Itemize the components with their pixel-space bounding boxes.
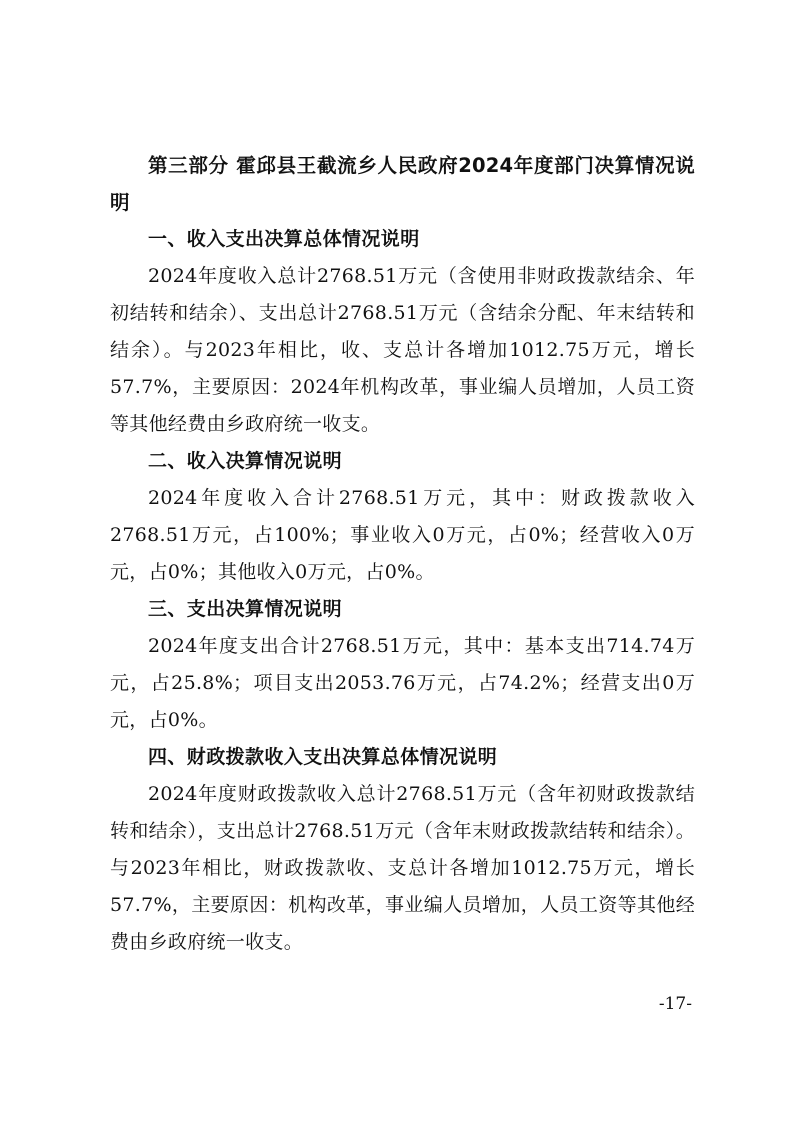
section-paragraph-2: 2024年度收入合计2768.51万元，其中：财政拨款收入2768.51万元，占100%；事业收入0万元，占0%；经营收入0万元，占0%；其他收入0万元，占0%。 [110,487,695,583]
document-title: 第三部分 霍邱县王截流乡人民政府2024年度部门决算情况说明 [110,154,695,214]
section-paragraph-1: 2024年度收入总计2768.51万元（含使用非财政拨款结余、年初结转和结余）、支出总计2768.51万元（含结余分配、年末结转和结余）。与2023年相比，收、支总计各增加1012.75万元，增长57.7%，主要原因：2024年机构改革，事业编人员增加，人员工资等其他经费由乡政府统一收支。 [110,265,695,435]
section-heading-3: 三、支出决算情况说明 [148,598,343,620]
section-paragraph-3: 2024年度支出合计2768.51万元，其中：基本支出714.74万元，占25.8%；项目支出2053.76万元，占74.2%；经营支出0万元，占0%。 [110,635,695,731]
section-heading-1: 一、收入支出决算总体情况说明 [148,228,420,250]
section-paragraph-4: 2024年度财政拨款收入总计2768.51万元（含年初财政拨款结转和结余），支出总计2768.51万元（含年末财政拨款结转和结余）。与2023年相比，财政拨款收、支总计各增加1012.75万元，增长57.7%，主要原因：机构改革，事业编人员增加，人员工资等其他经费由乡政府统一收支。 [110,783,695,953]
section-heading-2: 二、收入决算情况说明 [148,450,343,472]
section-heading-4: 四、财政拨款收入支出决算总体情况说明 [148,746,498,768]
document-body [110,147,695,961]
page-number: -17- [658,994,692,1014]
